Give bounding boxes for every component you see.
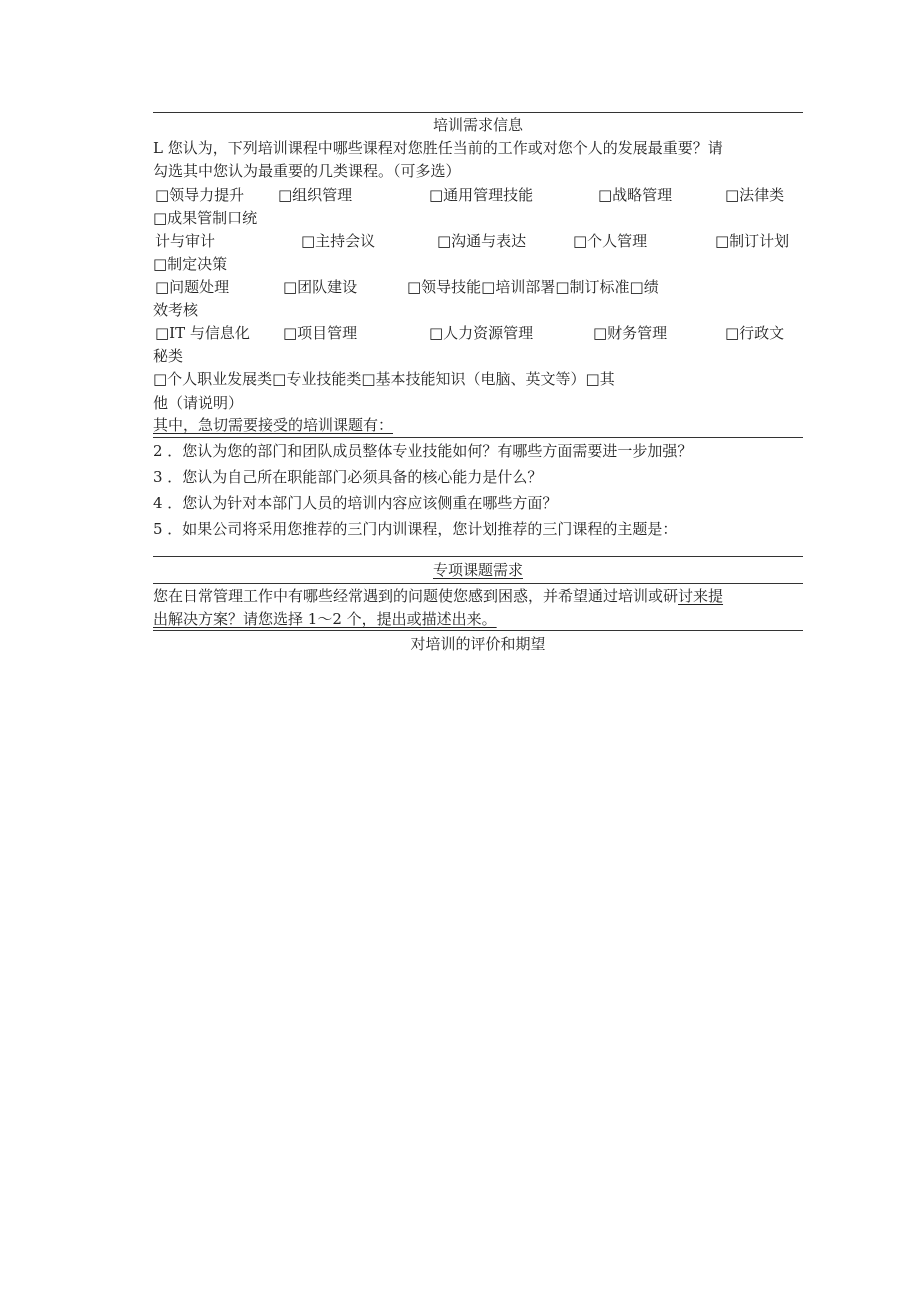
section-title-special-topics-row: [153, 557, 803, 583]
option-performance-review: 效考核: [153, 301, 199, 319]
option-it[interactable]: □IT 与信息化: [155, 324, 250, 342]
option-strategy[interactable]: □战略管理: [598, 186, 673, 204]
option-leadership-skills-group[interactable]: □领导技能□培训部署□制订标准□绩: [407, 278, 659, 296]
option-law[interactable]: □法律类: [725, 186, 785, 204]
option-admin-secretary-cont: 秘类: [153, 347, 184, 365]
option-admin-secretary[interactable]: □行政文: [725, 324, 785, 342]
question-1: [153, 137, 803, 183]
option-general-management[interactable]: □通用管理技能: [429, 186, 534, 204]
question-3: 3 ．您认为自己所在职能部门必须具备的核心能力是什么？: [153, 468, 543, 486]
urgent-topics-text: 其中，急切需要接受的培训课题有：: [153, 416, 394, 434]
survey-form: [153, 112, 803, 657]
option-planning[interactable]: □制订计划: [715, 232, 790, 250]
option-communication[interactable]: □沟通与表达: [437, 232, 527, 250]
special-topics-line-1: [153, 584, 803, 608]
option-org-management[interactable]: □组织管理: [278, 186, 353, 204]
option-project-management[interactable]: □项目管理: [283, 324, 358, 342]
option-problem-solving[interactable]: □问题处理: [155, 278, 230, 296]
question-5: 5 ．如果公司将采用您推荐的三门内训课程，您计划推荐的三门课程的主题是：: [153, 520, 678, 538]
question-1-line-2: 勾选其中您认为最重要的几类课程。（可多选）: [153, 162, 461, 180]
special-topics-line-1a: 您在日常管理工作中有哪些经常遇到的问题使您感到困惑，并希望通过培训或研: [153, 587, 679, 605]
section-title-special-topics: 专项课题需求: [432, 561, 523, 579]
option-leadership[interactable]: □领导力提升: [155, 186, 245, 204]
spacer: [153, 542, 803, 556]
option-personal-management[interactable]: □个人管理: [573, 232, 648, 250]
special-topics-line-2: 出解决方案？请您选择 1～2 个，提出或描述出来。: [153, 610, 497, 628]
top-rule: [153, 112, 803, 113]
option-other-explain: 他（请说明）: [153, 394, 244, 412]
question-4: 4 ．您认为针对本部门人员的培训内容应该侧重在哪些方面？: [153, 494, 558, 512]
options-row-3: [153, 275, 803, 299]
options-row-5[interactable]: □个人职业发展类□专业技能类□基本技能知识（电脑、英文等）□其: [153, 370, 615, 388]
question-1-line-1: L 您认为，下列培训课程中哪些课程对您胜任当前的工作或对您个人的发展最重要？请: [153, 139, 723, 157]
options-row-2: [153, 229, 803, 253]
options-row-4: [153, 321, 803, 345]
option-results-control[interactable]: □成果管制口统: [153, 209, 258, 227]
option-team-building[interactable]: □团队建设: [283, 278, 358, 296]
urgent-topics-label: [153, 414, 803, 437]
question-2: 2 ．您认为您的部门和团队成员整体专业技能如何？有哪些方面需要进一步加强？: [153, 442, 693, 460]
option-meetings[interactable]: □主持会议: [301, 232, 376, 250]
special-topics-line-1b: 讨来提: [678, 587, 724, 605]
option-decision-making[interactable]: □制定决策: [153, 255, 228, 273]
option-finance[interactable]: □财务管理: [593, 324, 668, 342]
special-topics-line-2-row: [153, 608, 803, 630]
section-title-evaluation: 对培训的评价和期望: [410, 635, 546, 653]
option-statistics-audit: 计与审计: [155, 232, 216, 250]
option-hr-management[interactable]: □人力资源管理: [429, 324, 534, 342]
options-row-1: [153, 183, 803, 207]
section-title-training-needs: 培训需求信息: [432, 116, 523, 134]
